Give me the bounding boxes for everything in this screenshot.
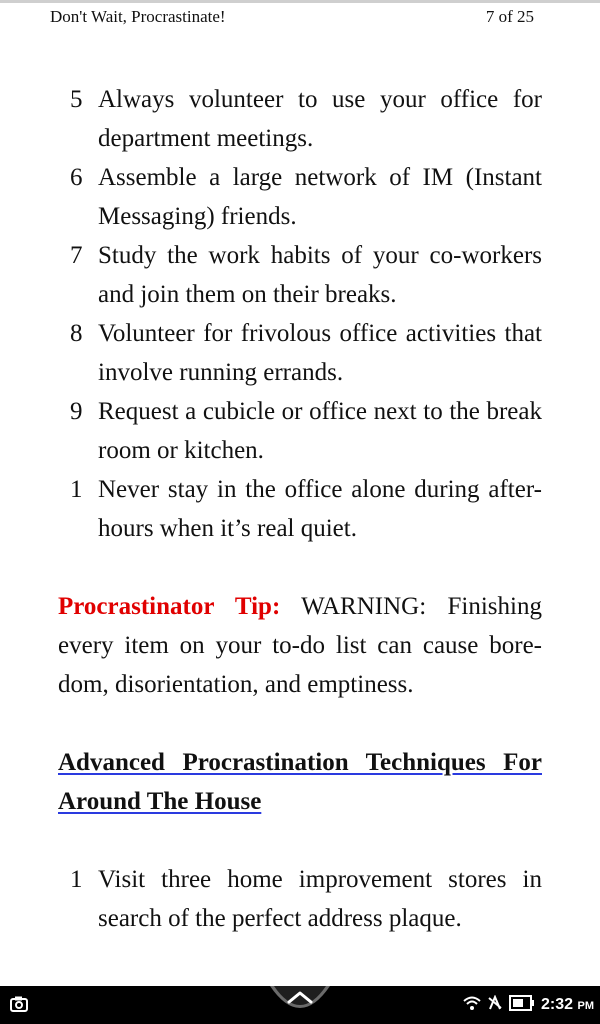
wifi-icon	[463, 996, 481, 1015]
procrastinator-tip	[58, 587, 542, 704]
list-item	[58, 860, 542, 938]
list-item-number: 1	[70, 866, 83, 893]
battery-icon	[509, 995, 535, 1016]
clock	[541, 996, 594, 1014]
list-item-number: 7	[70, 242, 83, 269]
office-tips-list	[58, 80, 542, 548]
tip-label: Procrastinator Tip:	[58, 593, 281, 620]
home-button-icon[interactable]	[268, 986, 332, 1018]
no-sync-icon	[487, 995, 503, 1016]
list-item-text: Always volunteer to use your office for department meetings.	[98, 86, 542, 152]
list-item-text: Never stay in the office alone during after-hours when it’s real quiet.	[98, 476, 542, 542]
list-item-number: 1	[70, 476, 83, 503]
screenshot-icon[interactable]	[10, 996, 28, 1017]
clock-ampm: PM	[577, 1000, 594, 1012]
list-item-text: Study the work habits of your co-workers and join them on their breaks.	[98, 242, 542, 308]
status-area[interactable]	[463, 994, 594, 1016]
list-item	[58, 80, 542, 158]
tip-text: WARNING: Finishing every item on your to-do list can cause boredom, disorientation, and emptiness.	[58, 593, 542, 698]
list-item-number: 8	[70, 320, 83, 347]
reader-content	[58, 80, 542, 938]
system-navigation-bar	[0, 986, 600, 1024]
list-item-number: 6	[70, 164, 83, 191]
list-item	[58, 314, 542, 392]
top-edge	[0, 0, 600, 3]
house-tips-list	[58, 860, 542, 938]
list-item-text: Visit three home improvement stores in search of the perfect address plaque.	[98, 866, 542, 932]
list-item-number: 5	[70, 86, 83, 113]
list-item-text: Request a cubicle or office next to the break room or kitchen.	[98, 398, 542, 464]
page-indicator: 7 of 25	[485, 7, 534, 26]
book-title: Don't Wait, Procrastinate!	[50, 7, 226, 26]
section-heading-link[interactable]: Advanced Procrastination Techniques For Around The House	[58, 749, 542, 815]
section-heading[interactable]	[58, 743, 542, 821]
list-item-text: Assemble a large network of IM (Instant Messaging) friends.	[98, 164, 542, 230]
list-item	[58, 158, 542, 236]
list-item	[58, 236, 542, 314]
clock-time: 2:32	[541, 996, 574, 1013]
list-item-text: Volunteer for frivolous office activities that involve running errands.	[98, 320, 542, 386]
list-item	[58, 470, 542, 548]
list-item-number: 9	[70, 398, 83, 425]
list-item	[58, 392, 542, 470]
